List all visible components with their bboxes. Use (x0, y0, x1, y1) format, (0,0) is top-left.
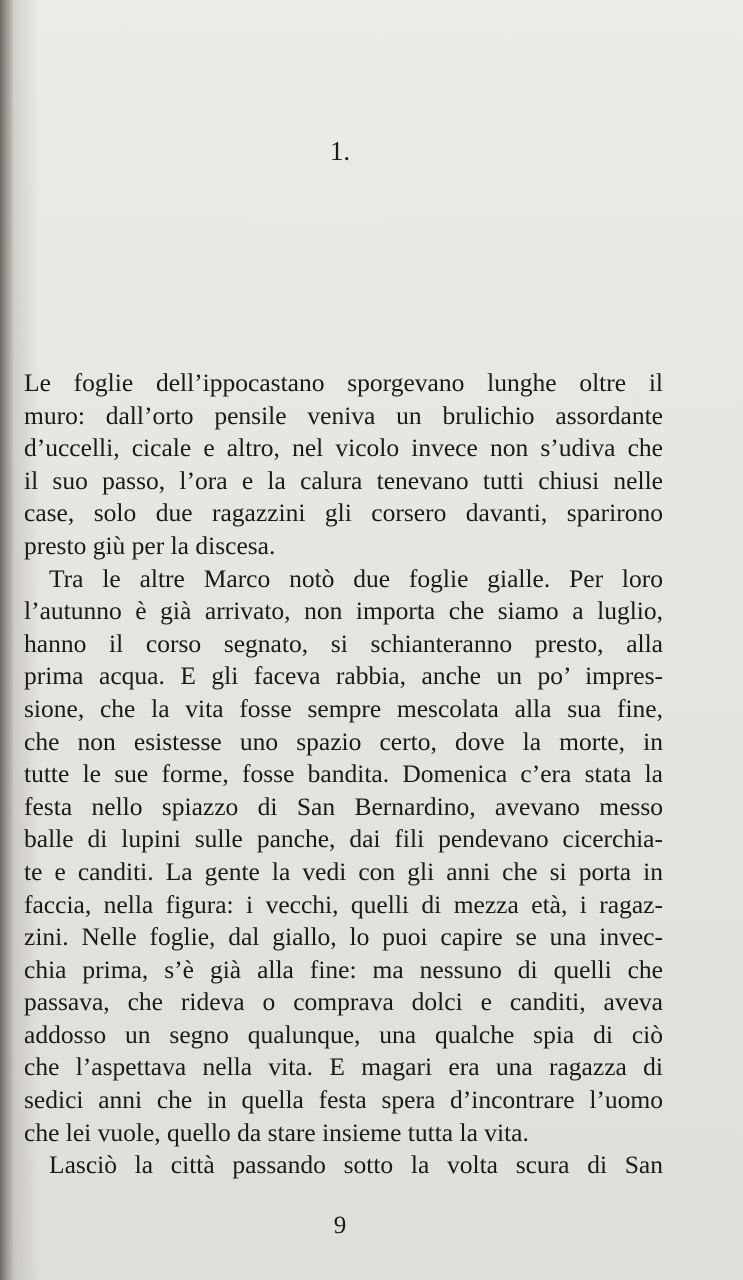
text-line: sedici anni che in quella festa spera d’incontrare l’uomo (24, 1085, 663, 1115)
text-line: Le foglie dell’ippocastano sporgevano lunghe oltre il (24, 368, 663, 397)
book-spine-shadow (0, 0, 14, 1280)
text-line: balle di lupini sulle panche, dai fili pendevano cicerchia- (24, 824, 663, 854)
text-line: d’uccelli, cicale e altro, nel vicolo invece non s’udiva che (24, 433, 663, 463)
text-line: festa nello spiazzo di San Bernardino, avevano messo (24, 791, 663, 821)
text-line: addosso un segno qualunque, una qualche spia di ciò (24, 1019, 663, 1049)
text-line: che l’aspettava nella vita. E magari era una ragazza di (24, 1052, 663, 1082)
text-line: chia prima, s’è già alla fine: ma nessuno di quelli che (24, 954, 663, 984)
text-line: l’autunno è già arrivato, non importa che siamo a luglio, (24, 596, 663, 626)
page-number: 9 (333, 1212, 347, 1239)
text-line: presto giù per la discesa. (24, 530, 276, 560)
text-line: prima acqua. E gli faceva rabbia, anche un po’ impres- (24, 661, 663, 691)
text-line: Tra le altre Marco notò due foglie gialle. Per loro (49, 563, 663, 593)
text-line: il suo passo, l’ora e la calura tenevano tutti chiusi nelle (24, 465, 663, 495)
text-line: hanno il corso segnato, si schianteranno presto, alla (24, 628, 663, 658)
text-line: faccia, nella figura: i vecchi, quelli di mezza età, i ragaz- (24, 889, 663, 919)
text-line: zini. Nelle foglie, dal giallo, lo puoi capire se una invec- (24, 922, 663, 952)
text-line: sione, che la vita fosse sempre mescolata alla sua fine, (24, 693, 663, 723)
body-text (24, 367, 663, 1182)
text-line: muro: dall’orto pensile veniva un brulichio assordante (24, 400, 663, 430)
text-line: Lasciò la città passando sotto la volta scura di San (49, 1150, 663, 1180)
text-line: che non esistesse uno spazio certo, dove la morte, in (24, 726, 663, 756)
text-line: passava, che rideva o comprava dolci e canditi, aveva (24, 987, 663, 1017)
text-line: case, solo due ragazzini gli corsero davanti, sparirono (24, 498, 663, 528)
text-line: tutte le sue forme, fosse bandita. Domenica c’era stata la (24, 759, 663, 789)
text-line: te e canditi. La gente la vedi con gli anni che si porta in (24, 856, 663, 886)
text-line: che lei vuole, quello da stare insieme tutta la vita. (24, 1117, 529, 1147)
chapter-number: 1. (329, 136, 351, 166)
